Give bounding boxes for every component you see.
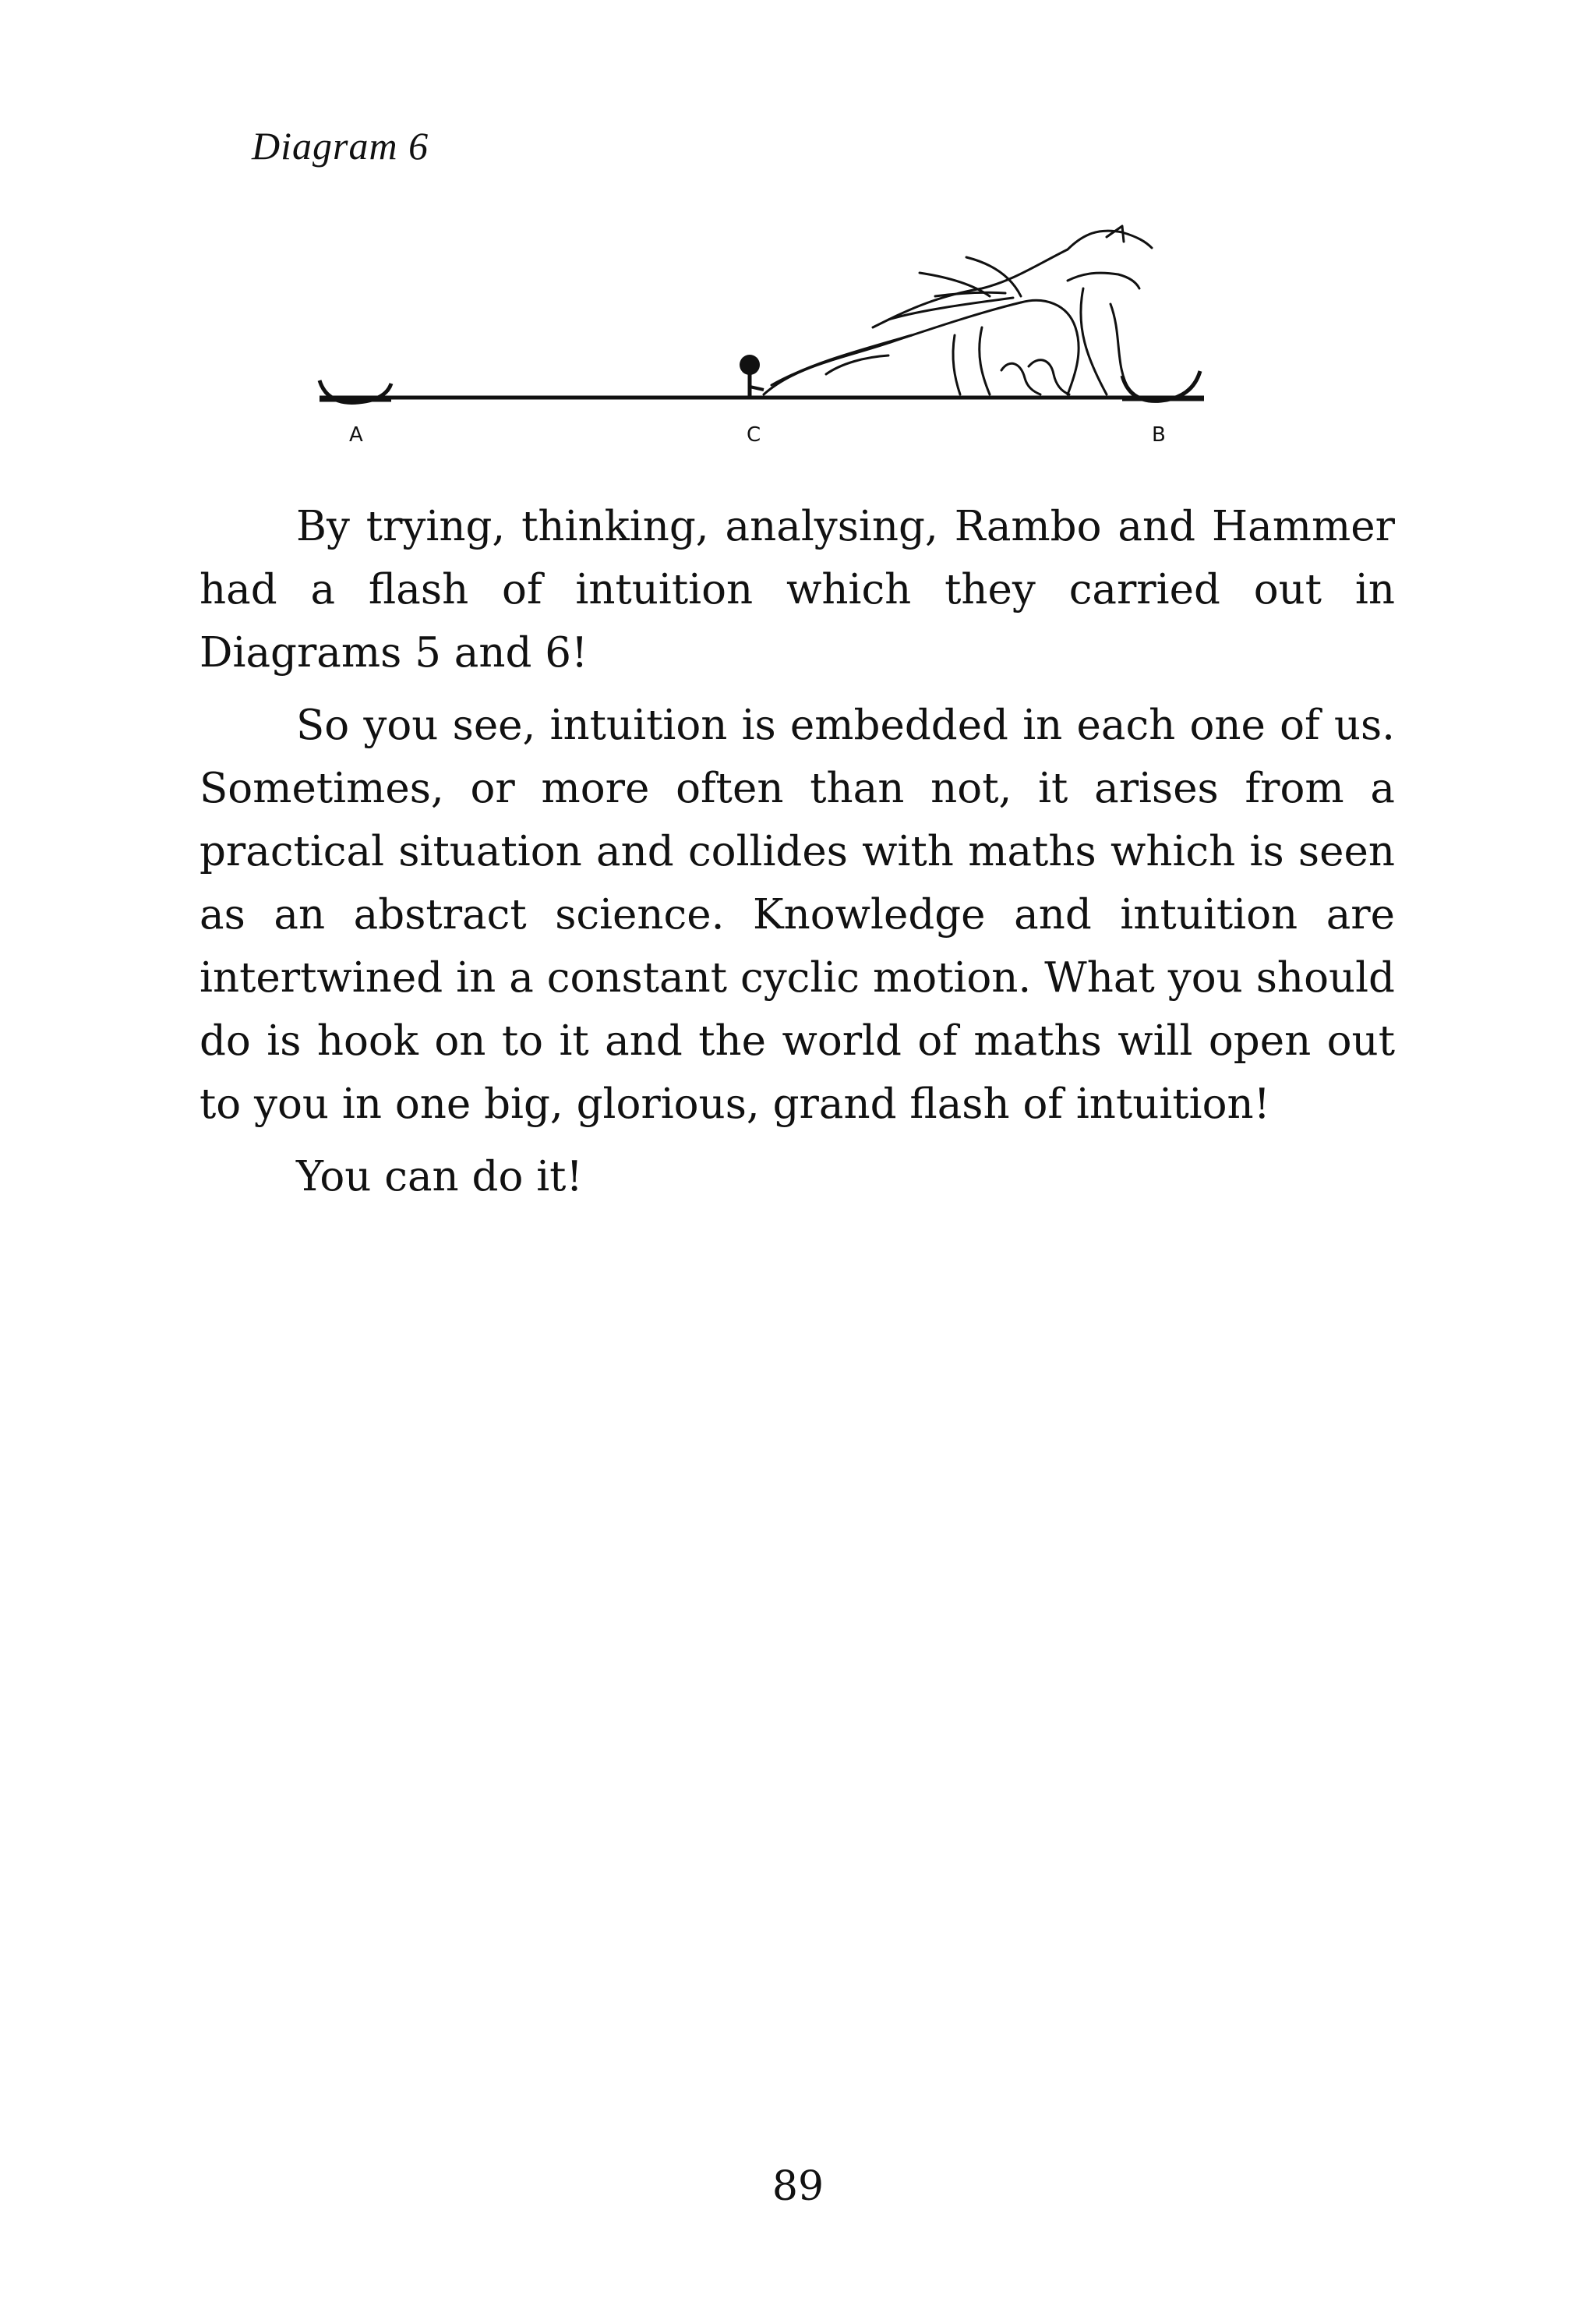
diagram-illustration xyxy=(296,210,1231,452)
paragraph-3: You can do it! xyxy=(296,1153,583,1200)
paragraph-1: By trying, thinking, analysing, Rambo and Hammer had a flash of intuition which they carried out in Diagrams 5 and 6! xyxy=(200,503,1395,677)
label-c: C xyxy=(747,423,761,447)
label-b: B xyxy=(1152,423,1166,447)
figure-caption: Diagram 6 xyxy=(252,124,429,168)
body-text xyxy=(200,495,1395,1218)
dogs-sketch-icon xyxy=(764,226,1152,394)
label-a: A xyxy=(349,423,363,447)
paragraph-2: So you see, intuition is embedded in each one of us. Sometimes, or more often than not, it arises from a practical situation and collides with maths which is seen as an abstract science. Knowledge and intuition are intertwined in a constant cyclic motion. What you should do is hook on to it and the world of maths will open out to you in one big, glorious, grand flash of intuition! xyxy=(200,702,1395,1128)
diagram-figure xyxy=(296,210,1231,452)
page-number: 89 xyxy=(772,2163,824,2210)
